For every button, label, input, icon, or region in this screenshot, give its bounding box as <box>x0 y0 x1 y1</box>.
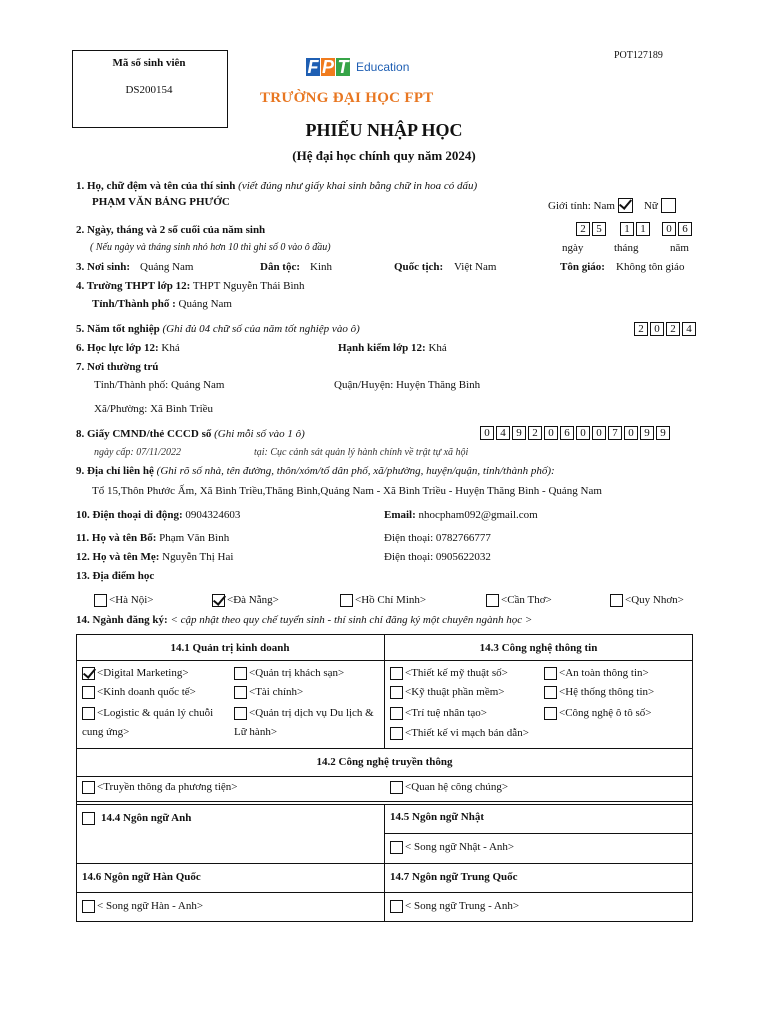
logo-letter-t: T <box>337 57 349 77</box>
dob-day-label: ngày <box>562 242 584 254</box>
mother-label: 12. Họ và tên Mẹ: <box>76 551 160 563</box>
residence-district: Quận/Huyện: Huyện Thăng Bình <box>334 379 481 391</box>
major-tourism-line2: Lữ hành> <box>234 726 278 738</box>
email-value: nhocpham092@gmail.com <box>418 509 538 521</box>
campus-checkbox[interactable] <box>94 594 107 607</box>
major-label: 14. Ngành đăng ký: <box>76 614 168 626</box>
s8-line <box>76 428 305 440</box>
id-digit[interactable]: 9 <box>656 426 670 440</box>
major-hint: < cập nhật theo quy chế tuyển sinh - thí sinh chỉ đăng ký một chuyên ngành học > <box>170 614 533 626</box>
s14-line <box>76 614 532 626</box>
dob-digit[interactable]: 5 <box>592 222 606 236</box>
s6-line <box>76 342 180 354</box>
id-digit[interactable]: 9 <box>512 426 526 440</box>
s3-line <box>76 261 696 277</box>
s2-label: 2. Ngày, tháng và 2 số cuối của năm sinh <box>76 224 266 236</box>
major-147-header: 14.7 Ngôn ngữ Trung Quốc <box>390 871 518 883</box>
mother-phone: Điện thoại: 0905622032 <box>384 551 491 563</box>
major-checkbox[interactable] <box>544 686 557 699</box>
major-option-label: <An toàn thông tin> <box>559 667 649 679</box>
grad-year-label: 5. Năm tốt nghiệp <box>76 323 160 335</box>
gender-female-checkbox[interactable] <box>661 198 676 213</box>
major-option-label: <Quản trị khách sạn> <box>249 667 345 679</box>
id-issue-place: tại: Cục cảnh sát quản lý hành chính về trật tự xã hội <box>254 447 469 458</box>
id-digit[interactable]: 0 <box>576 426 590 440</box>
major-logistics[interactable] <box>82 707 213 720</box>
campus-option-hcm[interactable] <box>340 594 426 607</box>
s10-email <box>384 509 538 521</box>
major-finance[interactable] <box>234 686 303 699</box>
student-id-value: DS200154 <box>125 84 173 96</box>
address-value: Tổ 15,Thôn Phước Ấm, Xã Bình Triều,Thăng Bình,Quảng Nam - Xã Bình Triều - Huyện Thăng Bình - Quảng Nam <box>92 485 602 497</box>
grad-year-boxes[interactable] <box>634 322 698 336</box>
s1-name-value: PHẠM VĂN BẢNG PHƯỚC <box>92 196 230 208</box>
major-141-header: 14.1 Quản trị kinh doanh <box>170 642 290 654</box>
major-option-label: <Hệ thống thông tin> <box>559 686 655 698</box>
dob-day-boxes[interactable] <box>576 222 608 236</box>
table-divider <box>384 833 693 834</box>
dob-digit[interactable]: 1 <box>636 222 650 236</box>
table-divider <box>76 801 693 802</box>
s5-line <box>76 323 360 335</box>
campus-option-danang[interactable] <box>212 594 279 607</box>
religion-value: Không tôn giáo <box>616 261 685 273</box>
major-korean[interactable] <box>82 900 203 913</box>
father-value: Phạm Văn Bình <box>159 532 230 544</box>
table-divider <box>76 660 693 661</box>
id-number-boxes[interactable] <box>480 426 672 440</box>
campus-checkbox[interactable] <box>486 594 499 607</box>
major-info-systems[interactable] <box>544 686 654 699</box>
s1-hint: (viết đúng như giấy khai sinh bằng chữ in hoa có dấu) <box>238 180 478 192</box>
grad-year-hint: (Ghi đủ 04 chữ số của năm tốt nghiệp vào ô) <box>162 323 360 335</box>
major-public-relations[interactable] <box>390 781 508 794</box>
conduct-value: Khá <box>428 342 447 354</box>
school-label: 4. Trường THPT lớp 12: <box>76 280 191 292</box>
major-option-label: < Song ngữ Hàn - Anh> <box>97 900 204 912</box>
major-checkbox[interactable] <box>82 781 95 794</box>
major-chinese[interactable] <box>390 900 519 913</box>
major-international-business[interactable] <box>82 686 196 699</box>
nationality-value: Việt Nam <box>454 261 497 273</box>
major-option-label: < Song ngữ Trung - Anh> <box>405 900 520 912</box>
major-checkbox[interactable] <box>390 781 403 794</box>
major-option-label: <Logistic & quản lý chuỗi <box>97 707 214 719</box>
page-title: PHIẾU NHẬP HỌC <box>305 120 463 140</box>
major-option-label: <Công nghệ ô tô số> <box>559 707 652 719</box>
major-automotive-tech[interactable] <box>544 707 651 720</box>
id-digit[interactable]: 2 <box>528 426 542 440</box>
campus-option-cantho[interactable] <box>486 594 552 607</box>
major-checkbox[interactable] <box>390 707 403 720</box>
birthplace-label: 3. Nơi sinh: <box>76 261 131 273</box>
gender-female-label: Nữ <box>643 199 658 212</box>
grad-year-digit[interactable]: 2 <box>666 322 680 336</box>
id-digit[interactable]: 0 <box>592 426 606 440</box>
address-hint: (Ghi rõ số nhà, tên đường, thôn/xóm/tổ dân phố, xã/phường, huyện/quận, tỉnh/thành phố): <box>156 465 555 477</box>
table-divider <box>76 892 693 893</box>
s2-hint: ( Nếu ngày và tháng sinh nhỏ hơn 10 thì ghi số 0 vào ô đầu) <box>90 242 331 253</box>
email-label: Email: <box>384 509 416 521</box>
page-subtitle: (Hệ đại học chính quy năm 2024) <box>292 148 476 163</box>
school-province-value: Quảng Nam <box>178 298 232 310</box>
table-divider <box>76 776 693 777</box>
id-digit[interactable]: 0 <box>544 426 558 440</box>
ethnicity-value: Kinh <box>310 261 332 273</box>
major-checkbox[interactable] <box>390 727 403 740</box>
id-digit[interactable]: 7 <box>608 426 622 440</box>
major-software-engineering[interactable] <box>390 686 504 699</box>
grad-year-digit[interactable]: 2 <box>634 322 648 336</box>
major-digital-art[interactable] <box>390 667 508 680</box>
s11-line <box>76 532 229 544</box>
school-name: TRƯỜNG ĐẠI HỌC FPT <box>260 90 434 106</box>
major-checkbox[interactable] <box>234 707 247 720</box>
major-tourism[interactable] <box>234 707 374 720</box>
major-checkbox[interactable] <box>390 667 403 680</box>
id-digit[interactable]: 0 <box>480 426 494 440</box>
id-label: 8. Giấy CMND/thẻ CCCD số <box>76 428 212 440</box>
major-option-label: <Quan hệ công chúng> <box>405 781 509 793</box>
school-value: THPT Nguyễn Thái Bình <box>192 280 305 292</box>
s9-line <box>76 465 555 477</box>
major-checkbox[interactable] <box>390 686 403 699</box>
s4-line <box>76 280 305 292</box>
major-145-header: 14.5 Ngôn ngữ Nhật <box>390 811 485 823</box>
student-id-label: Mã số sinh viên <box>112 57 186 69</box>
father-label: 11. Họ và tên Bố: <box>76 532 157 544</box>
campus-option-hanoi[interactable] <box>94 594 153 607</box>
campus-label: 13. Địa điểm học <box>76 570 155 582</box>
ethnicity-label: Dân tộc: <box>260 261 301 273</box>
major-logistics-line2: cung ứng> <box>82 726 130 738</box>
campus-checkbox[interactable] <box>212 594 225 607</box>
major-option-label: <Tài chính> <box>249 686 304 698</box>
major-option-label: <Trí tuệ nhân tạo> <box>405 707 487 719</box>
logo-text: Education <box>356 60 410 74</box>
id-digit[interactable]: 6 <box>560 426 574 440</box>
mobile-label: 10. Điện thoại di động: <box>76 509 183 521</box>
major-option-label: <Quản trị dịch vụ Du lịch & <box>249 707 374 719</box>
address-label: 9. Địa chỉ liên hệ <box>76 465 154 477</box>
campus-option-quynhon[interactable] <box>610 594 684 607</box>
major-checkbox[interactable] <box>234 667 247 680</box>
major-info-security[interactable] <box>544 667 649 680</box>
major-english[interactable] <box>82 812 191 825</box>
major-143-header: 14.3 Công nghệ thông tin <box>479 642 598 654</box>
major-option-label: < Song ngữ Nhật - Anh> <box>405 841 515 853</box>
campus-checkbox[interactable] <box>340 594 353 607</box>
gender-male-checkbox[interactable] <box>618 198 633 213</box>
major-option-label: <Kỹ thuật phần mềm> <box>405 686 505 698</box>
campus-option-label: <Quy Nhơn> <box>625 594 684 606</box>
birthplace-value: Quảng Nam <box>140 261 194 273</box>
id-hint: (Ghi mỗi số vào 1 ô) <box>214 428 305 440</box>
major-checkbox[interactable] <box>390 900 403 913</box>
major-146-header: 14.6 Ngôn ngữ Hàn Quốc <box>82 871 201 883</box>
major-hotel-management[interactable] <box>234 667 344 680</box>
major-multimedia[interactable] <box>82 781 238 794</box>
gender-male-label: Giới tính: Nam <box>548 199 615 212</box>
s1-label: 1. Họ, chữ đệm và tên của thí sinh <box>76 180 236 192</box>
dob-month-boxes[interactable] <box>620 222 652 236</box>
campus-option-label: <Cần Thơ> <box>501 594 552 606</box>
major-option-label: <Thiết kế mỹ thuật số> <box>405 667 508 679</box>
form-code: POT127189 <box>614 50 663 61</box>
major-option-label: <Kinh doanh quốc tế> <box>97 686 196 698</box>
major-142-header: 14.2 Công nghệ truyền thông <box>316 756 453 768</box>
id-issue-date: ngày cấp: 07/11/2022 <box>94 447 182 458</box>
major-japanese[interactable] <box>390 841 514 854</box>
id-digit[interactable]: 9 <box>640 426 654 440</box>
s4-province-line <box>92 298 232 310</box>
father-phone: Điện thoại: 0782766777 <box>384 532 491 544</box>
dob-digit[interactable]: 0 <box>662 222 676 236</box>
major-checkbox[interactable] <box>82 707 95 720</box>
s6-conduct <box>338 342 447 354</box>
major-checkbox[interactable] <box>544 707 557 720</box>
mobile-value: 0904324603 <box>185 509 241 521</box>
major-checkbox[interactable] <box>390 841 403 854</box>
major-option-label: <Truyền thông đa phương tiện> <box>97 781 238 793</box>
religion-label: Tôn giáo: <box>560 261 605 273</box>
table-divider <box>76 748 693 749</box>
major-checkbox[interactable] <box>82 900 95 913</box>
major-option-label: <Digital Marketing> <box>97 667 189 679</box>
academic-value: Khá <box>161 342 180 354</box>
nationality-label: Quốc tịch: <box>394 261 444 273</box>
gender-field <box>548 198 676 213</box>
grad-year-digit[interactable]: 0 <box>650 322 664 336</box>
major-checkbox[interactable] <box>82 686 95 699</box>
residence-province: Tỉnh/Thành phố: Quảng Nam <box>94 379 225 391</box>
dob-year-label: năm <box>670 242 689 254</box>
major-checkbox[interactable] <box>82 812 95 825</box>
logo-letter-p: P <box>321 57 334 77</box>
major-option-label: <Thiết kế vi mạch bán dẫn> <box>405 727 529 739</box>
major-144-header: 14.4 Ngôn ngữ Anh <box>101 812 192 824</box>
dob-digit[interactable]: 6 <box>678 222 692 236</box>
dob-month-label: tháng <box>614 242 639 254</box>
major-digital-marketing[interactable] <box>82 667 189 680</box>
residence-commune: Xã/Phường: Xã Bình Triều <box>94 403 214 415</box>
campus-option-label: <Hà Nội> <box>109 594 154 606</box>
s12-line <box>76 551 233 563</box>
fpt-logo <box>306 58 409 76</box>
major-checkbox[interactable] <box>82 667 95 680</box>
s1-line <box>76 180 477 192</box>
academic-label: 6. Học lực lớp 12: <box>76 342 159 354</box>
conduct-label: Hạnh kiểm lớp 12: <box>338 342 426 354</box>
dob-year-boxes[interactable] <box>662 222 694 236</box>
logo-letter-f: F <box>307 57 319 77</box>
table-divider <box>76 863 693 864</box>
residence-label: 7. Nơi thường trú <box>76 361 159 373</box>
major-checkbox[interactable] <box>544 667 557 680</box>
campus-checkbox[interactable] <box>610 594 623 607</box>
major-checkbox[interactable] <box>234 686 247 699</box>
dob-digit[interactable]: 2 <box>576 222 590 236</box>
s10-line <box>76 509 240 521</box>
mother-value: Nguyễn Thị Hai <box>162 551 234 563</box>
school-province-label: Tỉnh/Thành phố : <box>92 298 176 310</box>
campus-option-label: <Hồ Chí Minh> <box>355 594 427 606</box>
major-ai[interactable] <box>390 707 487 720</box>
campus-option-label: <Đà Nẵng> <box>227 594 279 606</box>
id-digit[interactable]: 4 <box>496 426 510 440</box>
dob-digit[interactable]: 1 <box>620 222 634 236</box>
grad-year-digit[interactable]: 4 <box>682 322 696 336</box>
id-digit[interactable]: 0 <box>624 426 638 440</box>
major-semiconductor[interactable] <box>390 727 529 740</box>
